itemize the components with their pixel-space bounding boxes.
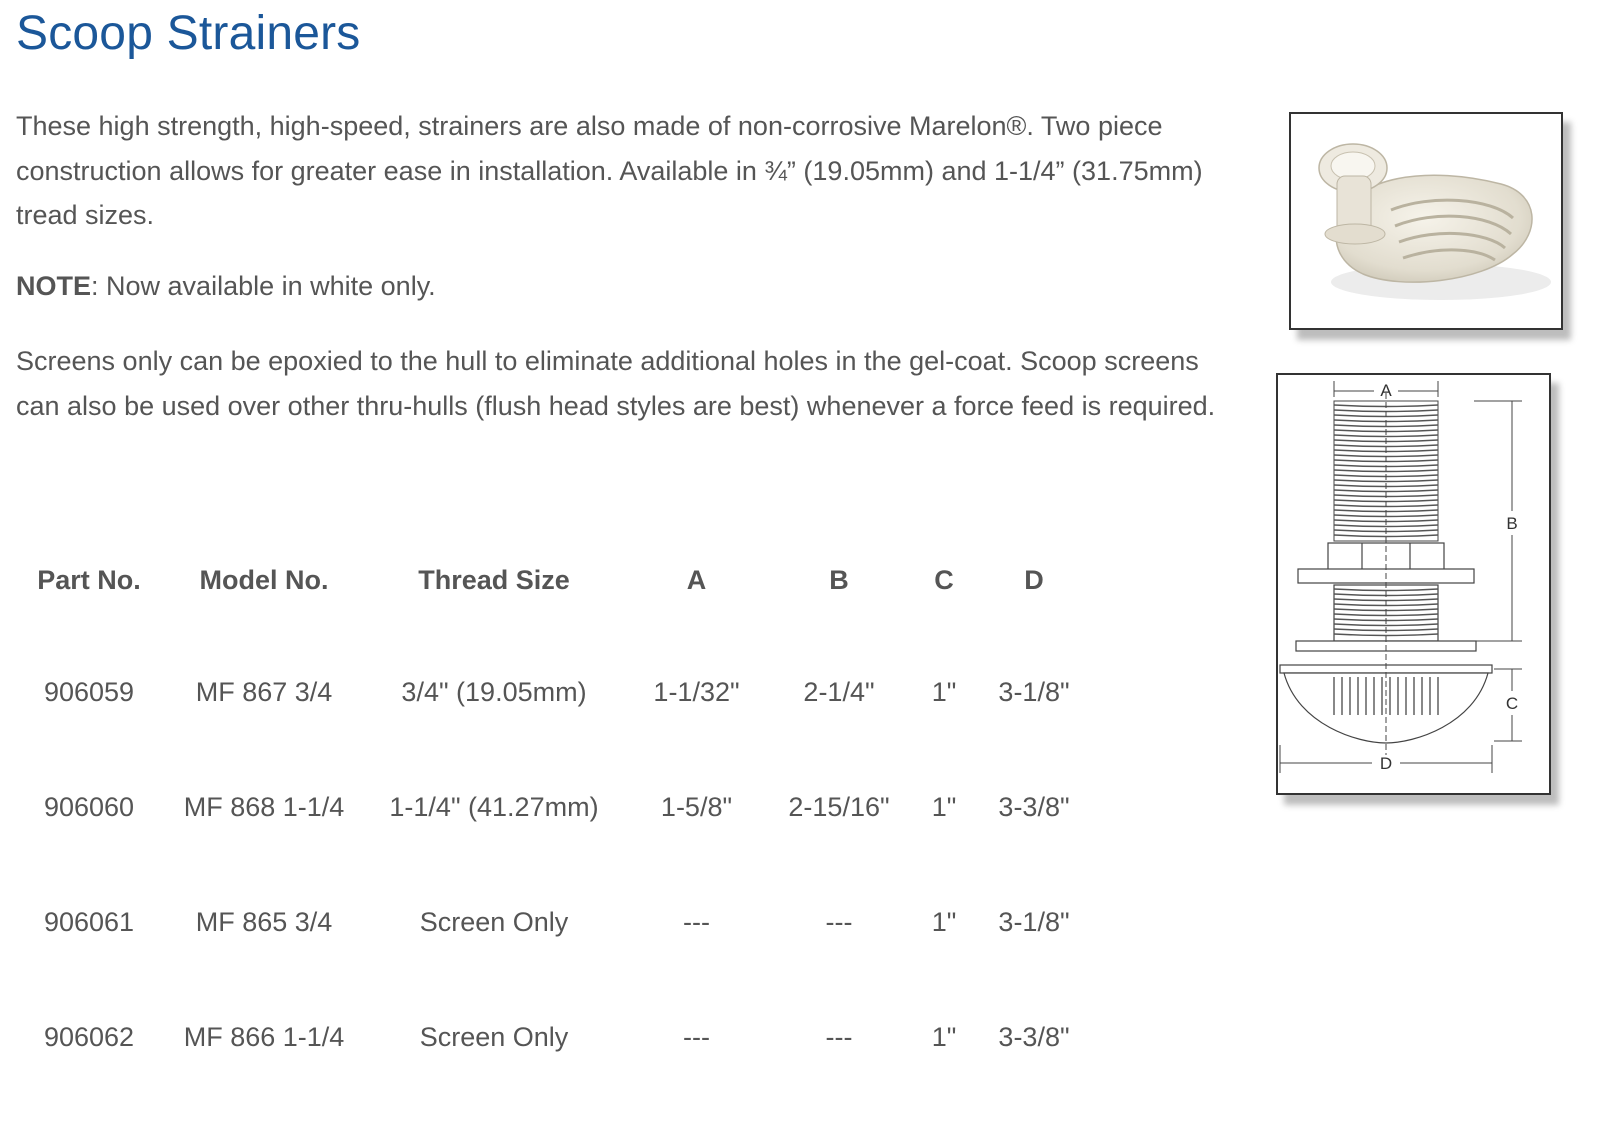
table-row [14, 865, 1089, 980]
header-part-no: Part No. [37, 564, 141, 595]
cell-d: 3-3/8" [998, 792, 1070, 822]
dimension-a-label: A [1380, 381, 1392, 400]
table-row [14, 750, 1089, 865]
cell-c: 1" [931, 792, 957, 822]
cell-part-no: 906060 [43, 792, 135, 822]
cell-part-no: 906062 [43, 1022, 135, 1052]
cell-model-no: MF 866 1-1/4 [183, 1022, 345, 1052]
cell-thread-size: Screen Only [419, 1022, 569, 1052]
cell-b: --- [825, 907, 853, 937]
cell-c: 1" [931, 677, 957, 707]
cell-c: 1" [931, 907, 957, 937]
table-row [14, 635, 1089, 750]
header-model-no: Model No. [199, 564, 329, 595]
cell-model-no: MF 865 3/4 [195, 907, 333, 937]
cell-thread-size: Screen Only [419, 907, 569, 937]
cell-b: 2-15/16" [788, 792, 890, 822]
header-c: C [934, 564, 954, 595]
product-photo [1289, 112, 1563, 330]
header-a: A [686, 564, 707, 595]
dimension-diagram [1276, 373, 1551, 795]
note-paragraph [16, 264, 1236, 309]
header-thread-size: Thread Size [418, 564, 570, 595]
cell-a: 1-5/8" [660, 792, 733, 822]
dimension-d-label: D [1379, 754, 1393, 773]
scoop-strainer-photo-icon [1291, 114, 1561, 328]
strainer-dimension-diagram-icon [1278, 375, 1549, 793]
cell-part-no: 906061 [43, 907, 135, 937]
cell-thread-size: 1-1/4" (41.27mm) [389, 792, 599, 822]
cell-thread-size: 3/4" (19.05mm) [401, 677, 587, 707]
dimension-b-label: B [1506, 514, 1518, 533]
header-b: B [829, 564, 849, 595]
cell-a: --- [683, 1022, 710, 1052]
cell-a: 1-1/32" [653, 677, 740, 707]
cell-a: --- [683, 907, 710, 937]
cell-c: 1" [931, 1022, 957, 1052]
dimension-c-label: C [1505, 694, 1519, 713]
cell-model-no: MF 867 3/4 [195, 677, 333, 707]
cell-d: 3-1/8" [998, 677, 1070, 707]
cell-b: 2-1/4" [803, 677, 875, 707]
cell-d: 3-3/8" [998, 1022, 1070, 1052]
table-header-row [14, 525, 1089, 635]
note-label: NOTE [16, 271, 92, 301]
screens-paragraph: Screens only can be epoxied to the hull to eliminate additional holes in the gel-coat. Scoop screens can also be used over other thru-hulls (flush head styles are best) whenever a force feed is required. [16, 346, 1216, 421]
table-row [14, 980, 1089, 1095]
header-d: D [1024, 564, 1044, 595]
cell-d: 3-1/8" [998, 907, 1070, 937]
intro-paragraph: These high strength, high-speed, strainers are also made of non-corrosive Marelon®. Two piece construction allows for greater ease in installation. Available in ¾” (19.05mm) and 1-1/4” (31.75mm) tread sizes. [16, 111, 1203, 230]
note-text: : Now available in white only. [91, 271, 436, 301]
cell-part-no: 906059 [43, 677, 135, 707]
cell-model-no: MF 868 1-1/4 [183, 792, 345, 822]
page-title: Scoop Strainers [16, 7, 361, 60]
cell-b: --- [825, 1022, 853, 1052]
spec-table [14, 525, 1089, 1095]
